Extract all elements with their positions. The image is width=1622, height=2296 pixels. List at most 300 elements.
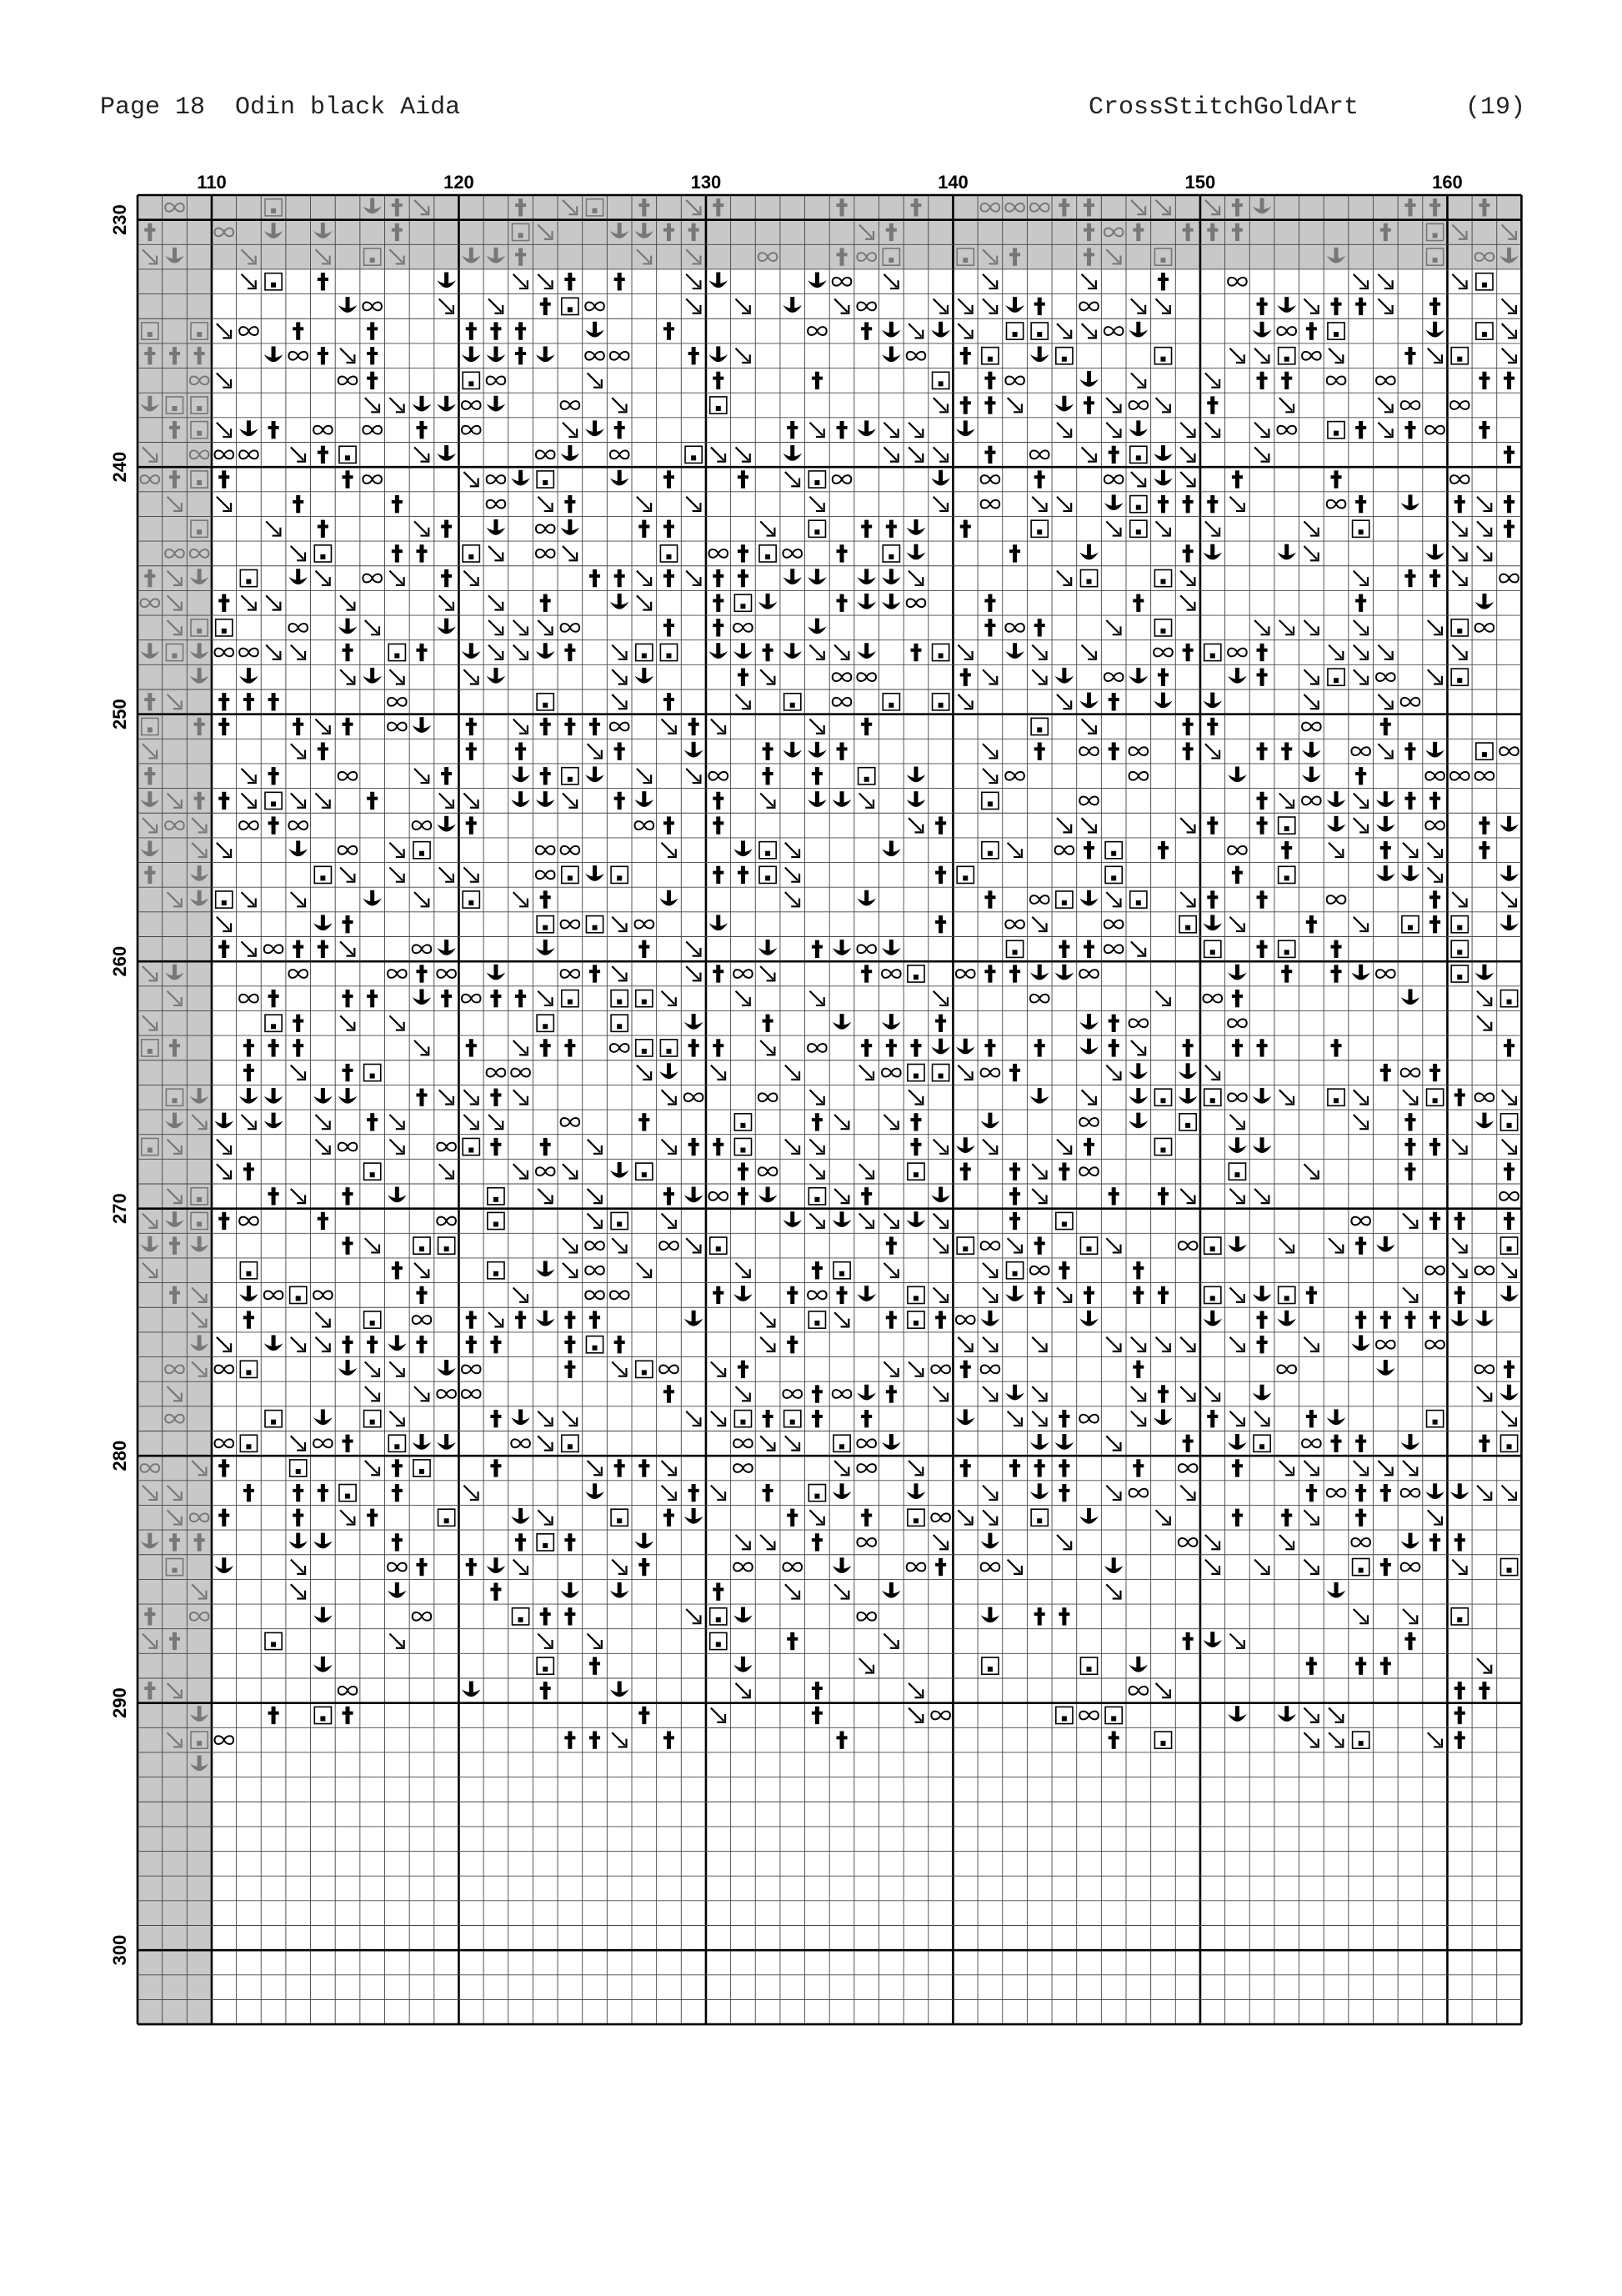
- arrow-symbol: [1354, 1090, 1368, 1104]
- arrow-symbol: [389, 1361, 403, 1376]
- infinity-symbol: [1277, 327, 1296, 335]
- infinity-symbol: [857, 1439, 876, 1447]
- chart-grid: [138, 195, 1521, 2024]
- arrow-symbol: [809, 497, 824, 511]
- dotbox-symbol: [512, 1608, 528, 1625]
- arrow-symbol: [686, 497, 700, 511]
- page-number: (19): [1465, 93, 1526, 122]
- cross-symbol: [1109, 1015, 1119, 1032]
- arrow-symbol: [1180, 1386, 1194, 1401]
- anchor-symbol: [1450, 1311, 1469, 1326]
- anchor-symbol: [1079, 693, 1099, 709]
- cross-symbol: [935, 915, 946, 933]
- arrow-symbol: [983, 1337, 997, 1351]
- cross-symbol: [540, 1138, 551, 1156]
- anchor-symbol: [437, 940, 456, 955]
- cross-symbol: [1257, 1039, 1268, 1056]
- cross-symbol: [1479, 421, 1489, 439]
- cross-symbol: [416, 1558, 427, 1576]
- cross-symbol: [1257, 816, 1268, 834]
- cross-symbol: [787, 1509, 798, 1526]
- arrow-symbol: [958, 323, 972, 338]
- cross-symbol: [564, 644, 575, 661]
- cross-symbol: [1404, 742, 1415, 759]
- arrow-symbol: [1304, 521, 1318, 535]
- anchor-symbol: [1376, 1360, 1395, 1376]
- anchor-symbol: [1129, 1088, 1149, 1104]
- arrow-symbol: [1106, 1486, 1120, 1500]
- anchor-symbol: [1253, 1385, 1272, 1401]
- cross-symbol: [416, 544, 427, 562]
- arrow-symbol: [859, 1164, 874, 1178]
- dotbox-symbol: [1130, 891, 1147, 908]
- cross-symbol: [1109, 446, 1119, 464]
- anchor-symbol: [338, 1088, 358, 1104]
- cross-symbol: [837, 1286, 848, 1304]
- infinity-symbol: [288, 352, 308, 360]
- arrow-symbol: [1057, 1535, 1071, 1549]
- infinity-symbol: [610, 1044, 629, 1052]
- cross-symbol: [1009, 1459, 1020, 1476]
- anchor-symbol: [487, 965, 506, 980]
- dotbox-symbol: [1056, 891, 1073, 908]
- cross-symbol: [318, 520, 328, 538]
- infinity-symbol: [1005, 624, 1024, 632]
- dotbox-symbol: [759, 545, 776, 562]
- arrow-symbol: [760, 1040, 774, 1055]
- dotbox-symbol: [265, 1015, 282, 1031]
- anchor-symbol: [511, 1409, 530, 1425]
- cross-symbol: [663, 1509, 674, 1526]
- arrow-symbol: [242, 1115, 256, 1129]
- arrow-symbol: [637, 1065, 651, 1080]
- cross-symbol: [589, 569, 600, 587]
- arrow-symbol: [242, 595, 256, 609]
- cross-symbol: [1331, 470, 1342, 488]
- cross-symbol: [515, 742, 526, 759]
- cross-symbol: [1257, 644, 1268, 661]
- infinity-symbol: [1104, 920, 1124, 929]
- cross-symbol: [1504, 520, 1514, 538]
- anchor-symbol: [1277, 1706, 1296, 1722]
- anchor-symbol: [709, 643, 728, 659]
- infinity-symbol: [907, 1563, 926, 1572]
- arrow-symbol: [662, 991, 676, 1005]
- cross-symbol: [1355, 1484, 1366, 1501]
- infinity-symbol: [363, 303, 382, 311]
- arrow-symbol: [1032, 1337, 1046, 1351]
- cross-symbol: [564, 273, 575, 290]
- infinity-symbol: [511, 1439, 530, 1447]
- arrow-symbol: [217, 373, 231, 387]
- arrow-symbol: [340, 669, 354, 684]
- anchor-symbol: [462, 643, 481, 659]
- cross-symbol: [564, 1361, 575, 1378]
- cross-symbol: [1355, 1509, 1366, 1526]
- anchor-symbol: [1228, 965, 1247, 980]
- cross-symbol: [540, 767, 551, 785]
- infinity-symbol: [1129, 401, 1149, 409]
- cross-symbol: [318, 446, 328, 464]
- dotbox-symbol: [562, 298, 578, 314]
- arrow-symbol: [1502, 1090, 1516, 1104]
- infinity-symbol: [1154, 649, 1173, 657]
- anchor-symbol: [833, 1483, 852, 1499]
- arrow-symbol: [1230, 497, 1244, 511]
- infinity-symbol: [1079, 303, 1099, 311]
- dotbox-symbol: [1031, 718, 1048, 734]
- cross-symbol: [392, 1261, 403, 1279]
- anchor-symbol: [1499, 865, 1519, 881]
- anchor-symbol: [1104, 494, 1124, 510]
- arrow-symbol: [538, 1189, 552, 1203]
- cross-symbol: [540, 718, 551, 735]
- arrow-symbol: [588, 1634, 602, 1648]
- anchor-symbol: [882, 1014, 901, 1030]
- arrow-symbol: [1254, 423, 1269, 437]
- arrow-symbol: [934, 1140, 948, 1154]
- cross-symbol: [268, 816, 279, 834]
- axis-labels: [109, 172, 1463, 1966]
- anchor-symbol: [561, 519, 580, 535]
- infinity-symbol: [1327, 500, 1346, 509]
- arrow-symbol: [686, 966, 700, 980]
- cross-symbol: [540, 890, 551, 908]
- cross-symbol: [1084, 1286, 1094, 1304]
- cross-symbol: [688, 1484, 699, 1501]
- arrow-symbol: [1205, 1065, 1219, 1080]
- anchor-symbol: [1425, 742, 1444, 758]
- anchor-symbol: [758, 594, 778, 609]
- anchor-symbol: [1228, 1706, 1247, 1722]
- arrow-symbol: [1452, 571, 1466, 585]
- cross-symbol: [1454, 1212, 1465, 1230]
- cross-symbol: [1183, 1435, 1194, 1452]
- anchor-symbol: [981, 1311, 1000, 1326]
- dotbox-symbol: [488, 1188, 504, 1205]
- cross-symbol: [1183, 1039, 1194, 1056]
- arrow-symbol: [1057, 1140, 1071, 1154]
- cross-symbol: [1281, 372, 1292, 389]
- infinity-symbol: [1351, 1538, 1370, 1547]
- anchor-symbol: [684, 1187, 703, 1203]
- arrow-symbol: [513, 1090, 528, 1104]
- infinity-symbol: [783, 1563, 802, 1572]
- dotbox-symbol: [957, 1237, 974, 1254]
- cross-symbol: [343, 1187, 353, 1205]
- infinity-symbol: [833, 673, 852, 681]
- arrow-symbol: [909, 1361, 923, 1376]
- cross-symbol: [268, 990, 279, 1007]
- arrow-symbol: [834, 1115, 849, 1129]
- infinity-symbol: [1499, 1192, 1519, 1201]
- arrow-symbol: [389, 1015, 403, 1030]
- anchor-symbol: [1079, 1311, 1099, 1326]
- cross-symbol: [1207, 396, 1218, 414]
- arrow-symbol: [760, 1312, 774, 1326]
- cross-symbol: [886, 1385, 897, 1402]
- arrow-symbol: [291, 744, 305, 758]
- arrow-symbol: [563, 1411, 577, 1426]
- cross-symbol: [984, 1039, 995, 1056]
- anchor-symbol: [1302, 742, 1321, 758]
- cross-symbol: [886, 1236, 897, 1254]
- arrow-symbol: [1279, 1535, 1294, 1549]
- cross-symbol: [1257, 1336, 1268, 1353]
- arrow-symbol: [315, 1115, 329, 1129]
- arrow-symbol: [1106, 1337, 1120, 1351]
- anchor-symbol: [264, 1113, 283, 1129]
- cross-symbol: [1257, 1311, 1268, 1328]
- arrow-symbol: [637, 1263, 651, 1277]
- arrow-symbol: [439, 299, 453, 313]
- dotbox-symbol: [1130, 496, 1147, 513]
- arrow-symbol: [513, 645, 528, 659]
- dotbox-symbol: [611, 1015, 628, 1031]
- arrow-symbol: [662, 1486, 676, 1500]
- cross-symbol: [1034, 470, 1045, 488]
- arrow-symbol: [1106, 398, 1120, 412]
- arrow-symbol: [760, 966, 774, 980]
- cross-symbol: [738, 866, 748, 884]
- arrow-symbol: [588, 744, 602, 758]
- dotbox-symbol: [734, 594, 751, 611]
- arrow-symbol: [414, 769, 428, 783]
- arrow-symbol: [934, 299, 948, 313]
- cross-symbol: [1009, 965, 1020, 982]
- arrow-symbol: [217, 1337, 231, 1351]
- anchor-symbol: [907, 1483, 926, 1499]
- cross-symbol: [293, 1015, 303, 1032]
- infinity-symbol: [635, 920, 654, 929]
- dotbox-symbol: [808, 1188, 825, 1205]
- anchor-symbol: [1327, 1582, 1346, 1598]
- arrow-symbol: [1205, 1386, 1219, 1401]
- arrow-symbol: [1082, 1090, 1096, 1104]
- anchor-symbol: [833, 940, 852, 955]
- anchor-symbol: [1475, 1311, 1494, 1326]
- cross-symbol: [1504, 1361, 1514, 1378]
- dotbox-symbol: [240, 1262, 257, 1279]
- infinity-symbol: [536, 549, 555, 558]
- dotbox-symbol: [388, 644, 405, 660]
- dotbox-symbol: [1154, 569, 1171, 586]
- anchor-symbol: [1425, 1483, 1444, 1499]
- cross-symbol: [343, 1236, 353, 1254]
- cross-symbol: [1355, 1657, 1366, 1675]
- cross-symbol: [589, 1731, 600, 1748]
- cross-symbol: [490, 1583, 501, 1601]
- arrow-symbol: [785, 1140, 799, 1154]
- arrow-symbol: [760, 669, 774, 684]
- dotbox-symbol: [1130, 446, 1147, 463]
- anchor-symbol: [610, 1162, 629, 1178]
- anchor-symbol: [585, 420, 604, 436]
- arrow-symbol: [1180, 447, 1194, 461]
- cross-symbol: [614, 1336, 625, 1353]
- cross-symbol: [268, 693, 279, 710]
- dotbox-symbol: [1204, 644, 1221, 660]
- cross-symbol: [343, 1336, 353, 1353]
- dotbox-symbol: [611, 1509, 628, 1526]
- dotbox-symbol: [1154, 1732, 1171, 1748]
- infinity-symbol: [758, 1093, 778, 1101]
- dotbox-symbol: [413, 842, 430, 859]
- arrow-symbol: [1008, 1238, 1022, 1252]
- arrow-symbol: [983, 299, 997, 313]
- cross-symbol: [812, 1682, 823, 1699]
- cross-symbol: [638, 940, 649, 958]
- cross-symbol: [218, 594, 229, 612]
- arrow-symbol: [563, 423, 577, 437]
- cross-symbol: [1479, 372, 1489, 389]
- cross-symbol: [1355, 298, 1366, 315]
- infinity-symbol: [1302, 1439, 1321, 1447]
- infinity-symbol: [437, 970, 456, 978]
- arrow-symbol: [1304, 1732, 1318, 1747]
- infinity-symbol: [1079, 797, 1099, 805]
- arrow-symbol: [1502, 1140, 1516, 1154]
- infinity-symbol: [1327, 895, 1346, 904]
- infinity-symbol: [288, 970, 308, 978]
- infinity-symbol: [833, 1390, 852, 1398]
- arrow-symbol: [809, 645, 824, 659]
- arrow-symbol: [1452, 1238, 1466, 1252]
- anchor-symbol: [783, 643, 802, 659]
- anchor-symbol: [931, 1039, 950, 1055]
- cross-symbol: [1034, 298, 1045, 315]
- anchor-symbol: [882, 569, 901, 584]
- cross-symbol: [243, 1311, 254, 1328]
- infinity-symbol: [1499, 574, 1519, 583]
- infinity-symbol: [833, 278, 852, 286]
- cross-symbol: [1306, 915, 1317, 933]
- dotbox-symbol: [1031, 1509, 1048, 1526]
- anchor-symbol: [758, 1187, 778, 1203]
- cross-symbol: [268, 1039, 279, 1056]
- dotbox-symbol: [1328, 669, 1344, 685]
- cross-symbol: [466, 1558, 477, 1576]
- anchor-symbol: [1253, 1286, 1272, 1301]
- anchor-symbol: [536, 346, 555, 362]
- anchor-symbol: [857, 594, 876, 609]
- anchor-symbol: [833, 1014, 852, 1030]
- cross-symbol: [1380, 1064, 1391, 1081]
- row-label-250: 250: [109, 699, 130, 730]
- cross-symbol: [1009, 1187, 1020, 1205]
- infinity-symbol: [857, 1538, 876, 1547]
- anchor-symbol: [808, 619, 827, 634]
- arrow-symbol: [389, 1115, 403, 1129]
- dotbox-symbol: [1229, 1163, 1245, 1180]
- dotbox-symbol: [1451, 619, 1468, 636]
- anchor-symbol: [1154, 470, 1173, 486]
- arrow-symbol: [983, 1140, 997, 1154]
- cross-symbol: [738, 544, 748, 562]
- arrow-symbol: [934, 398, 948, 412]
- cross-symbol: [293, 940, 303, 958]
- arrow-symbol: [1205, 1535, 1219, 1549]
- cross-symbol: [1429, 1064, 1440, 1081]
- cross-symbol: [1355, 594, 1366, 612]
- dotbox-symbol: [586, 916, 603, 933]
- dotbox-symbol: [660, 1040, 677, 1056]
- anchor-symbol: [437, 396, 456, 412]
- arrow-symbol: [1082, 323, 1096, 338]
- dotbox-symbol: [1353, 1732, 1369, 1748]
- cross-symbol: [243, 1484, 254, 1501]
- arrow-symbol: [1304, 1708, 1318, 1722]
- infinity-symbol: [215, 1736, 234, 1744]
- cross-symbol: [738, 470, 748, 488]
- cross-symbol: [589, 965, 600, 982]
- cross-symbol: [1232, 1459, 1243, 1476]
- anchor-symbol: [1005, 1385, 1024, 1401]
- anchor-symbol: [610, 1682, 629, 1697]
- dotbox-symbol: [339, 1485, 356, 1501]
- arrow-symbol: [1106, 423, 1120, 437]
- infinity-symbol: [1104, 475, 1124, 484]
- dotbox-symbol: [1476, 323, 1493, 339]
- cross-symbol: [960, 347, 971, 364]
- arrow-symbol: [1428, 348, 1442, 363]
- arrow-symbol: [1477, 521, 1491, 535]
- arrow-symbol: [686, 274, 700, 288]
- arrow-symbol: [217, 1164, 231, 1178]
- anchor-symbol: [808, 569, 827, 584]
- infinity-symbol: [1327, 376, 1346, 384]
- cross-symbol: [1404, 569, 1415, 587]
- cross-symbol: [910, 1138, 921, 1156]
- cross-symbol: [1059, 1410, 1069, 1427]
- infinity-symbol: [215, 649, 234, 657]
- dotbox-symbol: [883, 545, 899, 562]
- arrow-symbol: [1106, 892, 1120, 906]
- anchor-symbol: [239, 420, 258, 436]
- arrow-symbol: [1131, 1337, 1145, 1351]
- cross-symbol: [663, 569, 674, 587]
- arrow-symbol: [340, 595, 354, 609]
- arrow-symbol: [711, 1486, 725, 1500]
- infinity-symbol: [1129, 772, 1149, 780]
- infinity-symbol: [981, 1069, 1000, 1077]
- arrow-symbol: [1156, 398, 1170, 412]
- cross-symbol: [441, 990, 452, 1007]
- anchor-symbol: [1129, 1657, 1149, 1672]
- cross-symbol: [763, 742, 773, 759]
- arrow-symbol: [1477, 1658, 1491, 1672]
- arrow-symbol: [217, 323, 231, 338]
- cross-symbol: [1257, 890, 1268, 908]
- anchor-symbol: [363, 668, 382, 684]
- cross-symbol: [1084, 940, 1094, 958]
- arrow-symbol: [809, 423, 824, 437]
- infinity-symbol: [956, 970, 975, 978]
- dotbox-symbol: [537, 1657, 553, 1674]
- arrow-symbol: [884, 1634, 898, 1648]
- arrow-symbol: [785, 843, 799, 857]
- cross-symbol: [268, 1187, 279, 1205]
- infinity-symbol: [462, 1365, 481, 1373]
- cross-symbol: [416, 965, 427, 982]
- arrow-symbol: [834, 1461, 849, 1475]
- arrow-symbol: [909, 423, 923, 437]
- arrow-symbol: [809, 1090, 824, 1104]
- anchor-symbol: [783, 445, 802, 461]
- infinity-symbol: [931, 1365, 950, 1373]
- cross-symbol: [466, 1336, 477, 1353]
- cross-symbol: [268, 767, 279, 785]
